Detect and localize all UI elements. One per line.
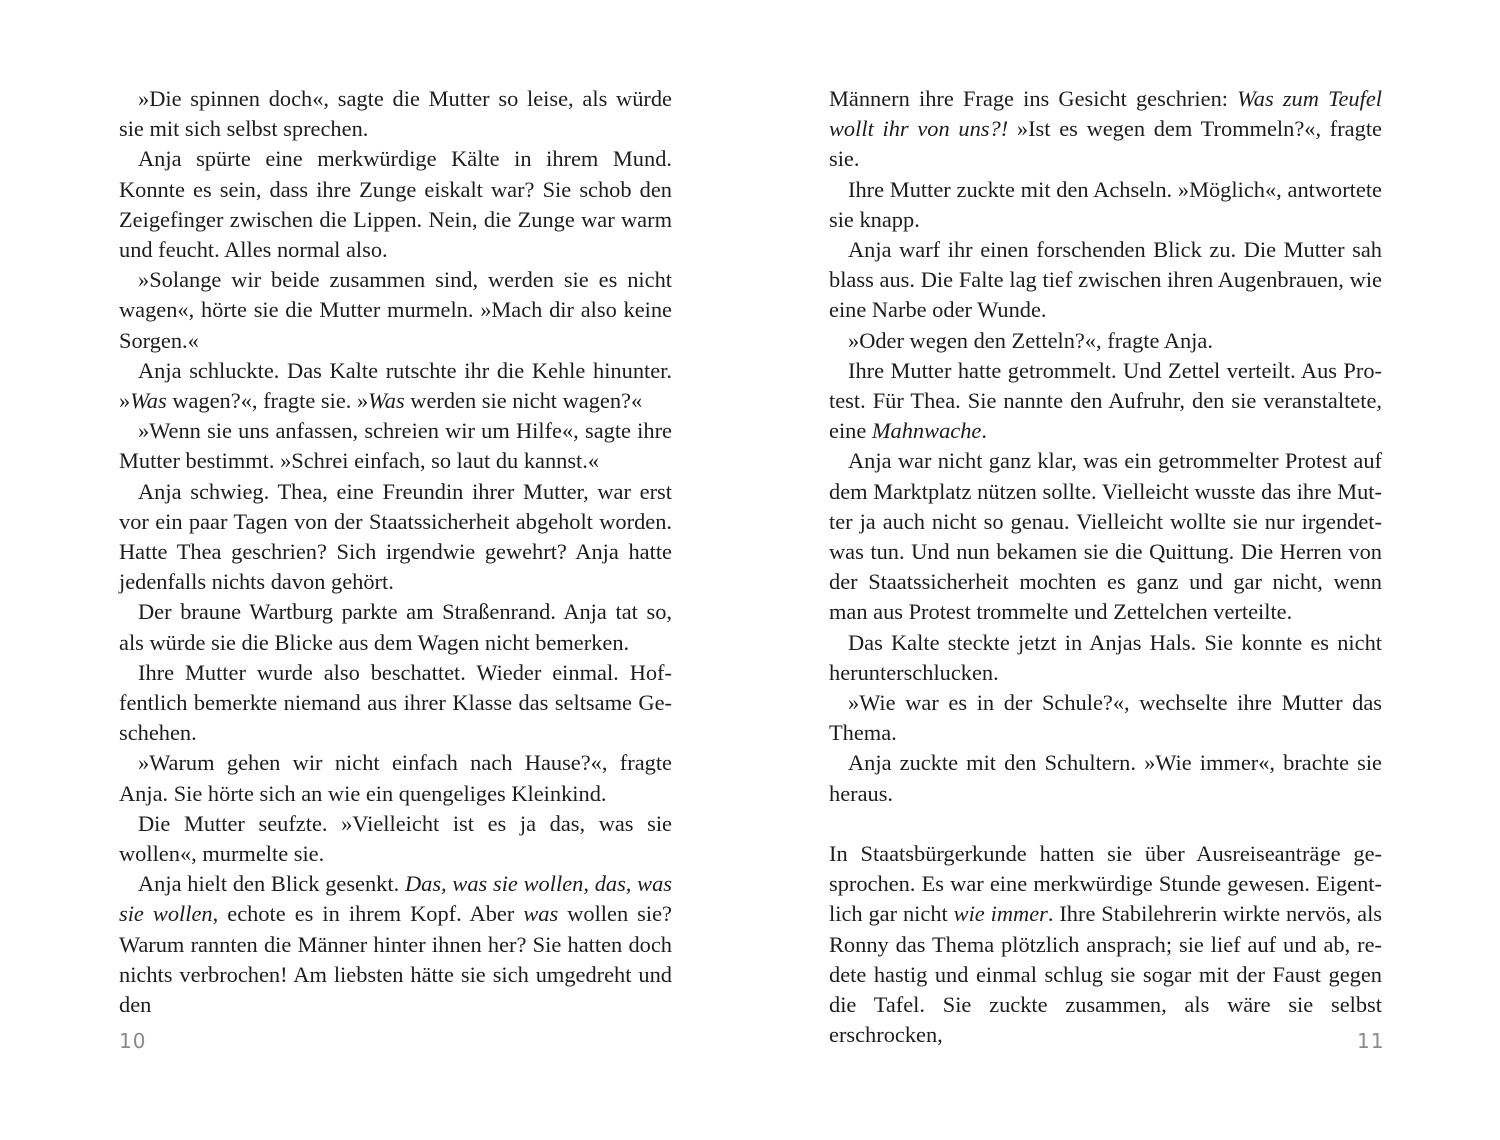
paragraph-continued: Männern ihre Frage ins Gesicht geschrien: Was zum Teufel wollt ihr von uns?! »Ist es wegen dem Trommeln?«, fragte sie. (829, 86, 1382, 172)
paragraph: »Solange wir beide zusammen sind, werden sie es nicht wagen«, hörte sie die Mutter murmeln. »Mach dir also keine Sorgen.« (119, 267, 672, 353)
paragraph: »Die spinnen doch«, sagte die Mutter so leise, als würde sie mit sich selbst sprechen. (119, 86, 672, 142)
paragraph: Ihre Mutter hatte getrommelt. Und Zettel verteilt. Aus Protest. Für Thea. Sie nannte den Aufruhr, den sie veranstaltete, eine Mahnwache. (829, 357, 1382, 444)
paragraph: »Wenn sie uns anfassen, schreien wir um Hilfe«, sagte ihre Mutter bestimmt. »Schrei einfach, so laut du kannst.« (119, 418, 672, 474)
paragraph: Ihre Mutter wurde also beschattet. Wieder einmal. Hoffentlich bemerkte niemand aus ihrer Klasse das seltsame Geschehen. (119, 659, 672, 746)
left-page (119, 84, 672, 1018)
section-start-paragraph: In Staatsbürgerkunde hatten sie über Ausreiseanträge gesprochen. Es war eine merkwürdige Stunde gewesen. Eigentlich gar nicht wie immer. Ihre Stabilehrerin wirkte nervös, als Ronny das Thema plötzlich ansprach; sie lief auf und ab, redete hastig und einmal schlug sie sogar mit der Faust gegen die Tafel. Sie zuckte zusammen, als wäre sie selbst erschrocken, (829, 841, 1383, 1048)
paragraph: Anja schwieg. Thea, eine Freundin ihrer Mutter, war erst vor ein paar Tagen von der Staatssicherheit abgeholt worden. Hatte Thea geschrien? Sich irgendwie gewehrt? Anja hatte jedenfalls nichts davon gehört. (119, 478, 672, 595)
paragraph: Anja spürte eine merkwürdige Kälte in ihrem Mund. Konnte es sein, dass ihre Zunge eiskalt war? Sie schob den Zeigefinger zwischen die Lippen. Nein, die Zunge war warm und feucht. Alles normal also. (119, 146, 672, 263)
paragraph: Ihre Mutter zuckte mit den Achseln. »Möglich«, antwortete sie knapp. (829, 176, 1382, 232)
paragraph: Anja zuckte mit den Schultern. »Wie immer«, brachte sie heraus. (829, 750, 1382, 806)
paragraph: Der braune Wartburg parkte am Straßenrand. Anja tat so, als würde sie die Blicke aus dem Wagen nicht bemerken. (119, 599, 672, 655)
paragraph: Anja warf ihr einen forschenden Blick zu. Die Mutter sah blass aus. Die Falte lag tief zwischen ihren Augenbrauen, wie eine Narbe oder Wunde. (829, 237, 1382, 323)
paragraph: Das Kalte steckte jetzt in Anjas Hals. Sie konnte es nicht herunterschlucken. (829, 629, 1382, 685)
paragraph: »Warum gehen wir nicht einfach nach Hause?«, fragte Anja. Sie hörte sich an wie ein quengeliges Kleinkind. (119, 750, 672, 806)
page-number-right: 11 (1357, 1029, 1385, 1053)
paragraph: Anja hielt den Blick gesenkt. Das, was sie wollen, das, was sie wollen, echote es in ihrem Kopf. Aber was wollen sie? Warum rannten die Männer hinter ihnen her? Sie hatten doch nichts verbrochen! Am liebsten hätte sie sich umgedreht und den (119, 871, 672, 1018)
page-number-left: 10 (119, 1029, 147, 1053)
paragraph: »Wie war es in der Schule?«, wechselte ihre Mutter das Thema. (829, 690, 1382, 746)
paragraph: Anja schluckte. Das Kalte rutschte ihr die Kehle hinunter. »Was wagen?«, fragte sie. »Was werden sie nicht wagen?« (119, 357, 672, 414)
paragraph: »Oder wegen den Zetteln?«, fragte Anja. (848, 327, 1213, 353)
paragraph: Anja war nicht ganz klar, was ein getrommelter Protest auf dem Marktplatz nützen sollte. Vielleicht wusste das ihre Mutter ja auch nicht so genau. Vielleicht wollte sie nur irgendetwas tun. Und nun bekamen sie die Quittung. Die Herren von der Staatssicherheit mochten es ganz und gar nicht, wenn man aus Protest trommelte und Zettelchen verteilte. (829, 448, 1382, 625)
paragraph: Die Mutter seufzte. »Vielleicht ist es ja das, was sie wollen«, murmelte sie. (119, 810, 672, 867)
